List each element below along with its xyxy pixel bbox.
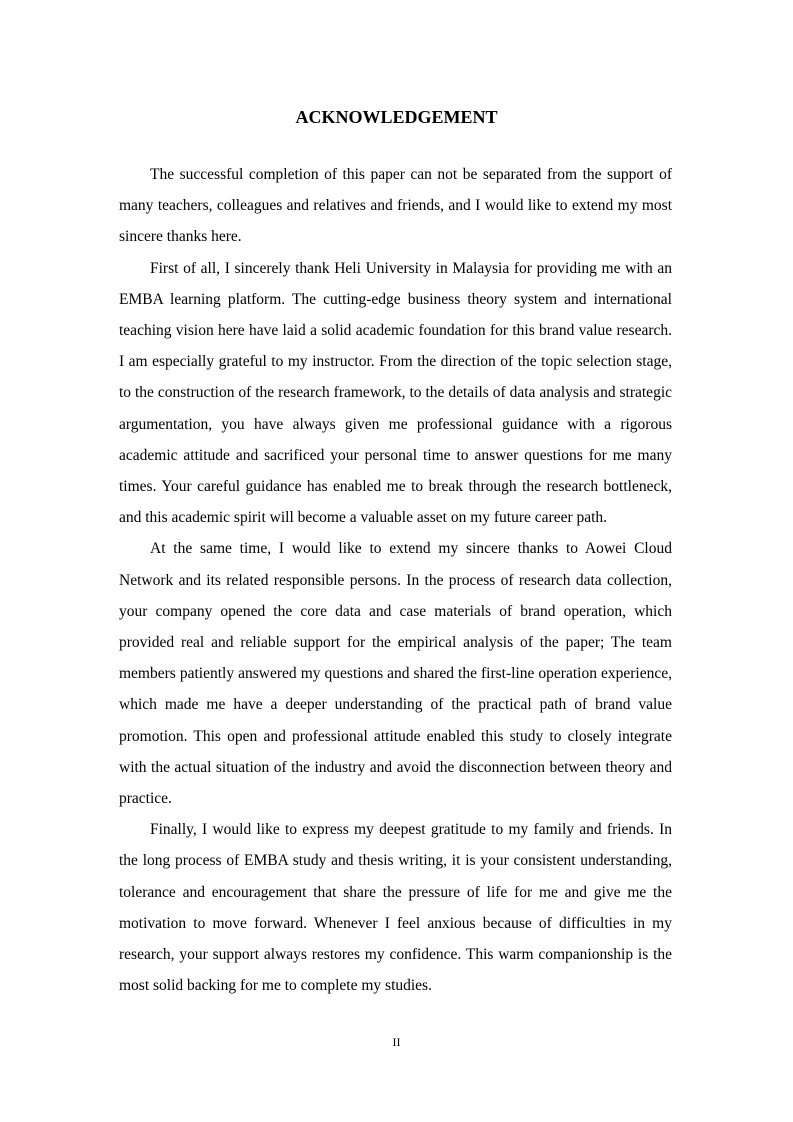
page-title: ACKNOWLEDGEMENT [295, 107, 498, 127]
paragraph-company: At the same time, I would like to extend my sincere thanks to Aowei Cloud Network and its related responsible persons. In the process of research data collection, your company opened the core data and case materials of brand operation, which provided real and reliable support for the empirical analysis of the paper; The team members patiently answered my questions and shared the first-line operation experience, which made me have a deeper understanding of the practical path of brand value promotion. This open and professional attitude enabled this study to closely integrate with the actual situation of the industry and avoid the disconnection between theory and practice. [119, 540, 672, 808]
paragraph-support: The successful completion of this paper can not be separated from the support of many teachers, colleagues and relatives and friends, and I would like to extend my most sincere thanks here. [119, 166, 672, 246]
acknowledgement-body [119, 159, 672, 1001]
paragraph-family: Finally, I would like to express my deepest gratitude to my family and friends. In the long process of EMBA study and thesis writing, it is your consistent understanding, tolerance and encouragement that share the pressure of life for me and give me the motivation to move forward. Whenever I feel anxious because of difficulties in my research, your support always restores my confidence. This warm companionship is the most solid backing for me to complete my studies. [119, 821, 672, 995]
paragraph-university: First of all, I sincerely thank Heli University in Malaysia for providing me with an EMBA learning platform. The cutting-edge business theory system and international teaching vision here have laid a solid academic foundation for this brand value research. I am especially grateful to my instructor. From the direction of the topic selection stage, to the construction of the research framework, to the details of data analysis and strategic argumentation, you have always given me professional guidance with a rigorous academic attitude and sacrificed your personal time to answer questions for me many times. Your careful guidance has enabled me to break through the research bottleneck, and this academic spirit will become a valuable asset on my future career path. [119, 259, 672, 527]
page-number: II [392, 1035, 401, 1049]
